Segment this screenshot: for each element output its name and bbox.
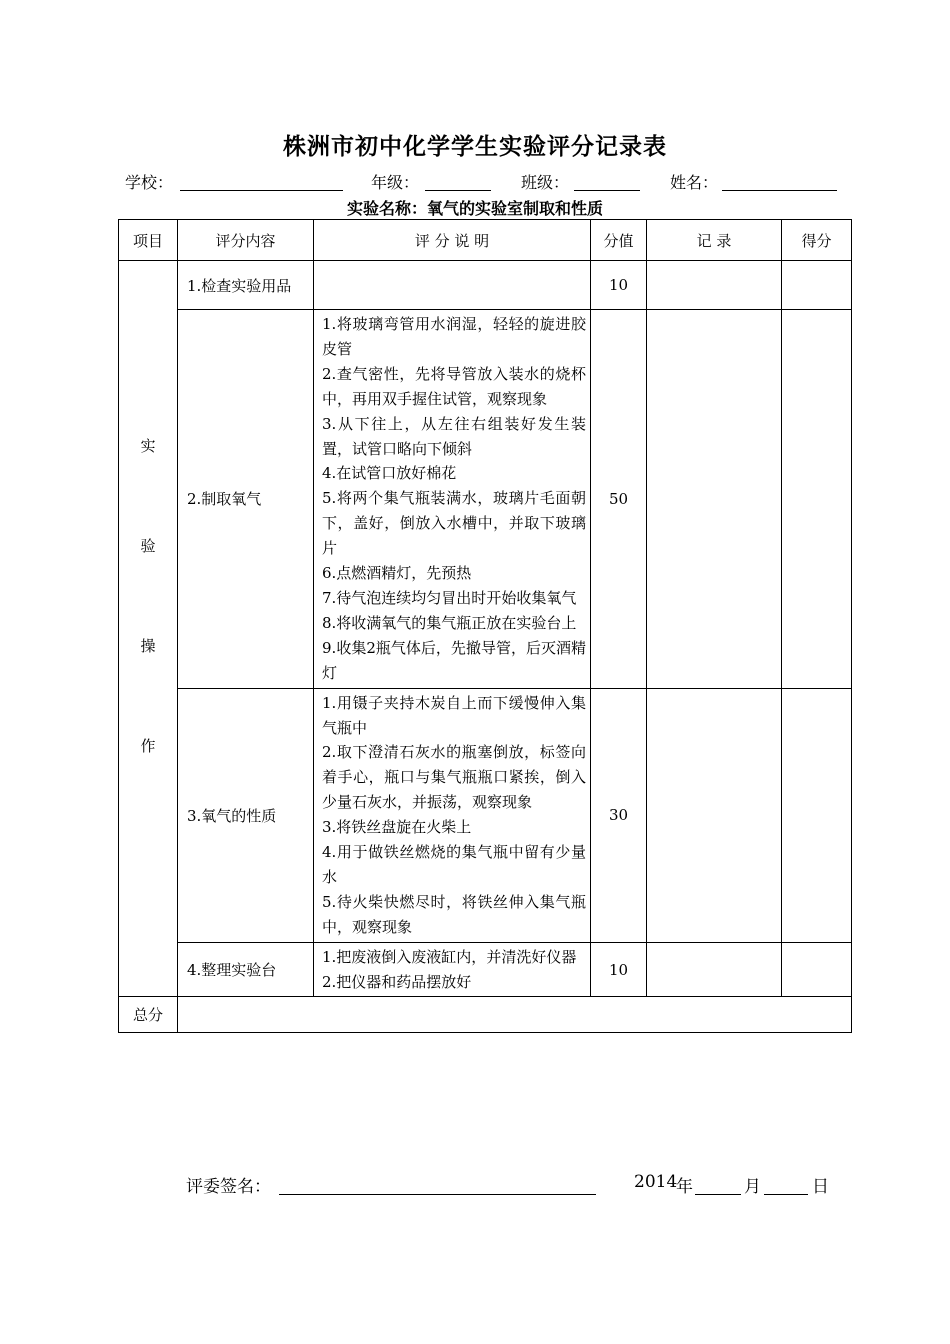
description-line: 1.用镊子夹持木炭自上而下缓慢伸入集气瓶中 (322, 693, 586, 737)
total-row (119, 997, 852, 1033)
content-cell: 3.氧气的性质 (178, 688, 314, 942)
score-cell[interactable] (782, 942, 852, 997)
student-info (125, 170, 845, 192)
description-line: 9.收集2瓶气体后，先撤导管，后灭酒精灯 (322, 638, 586, 682)
description-line: 5.将两个集气瓶装满水，玻璃片毛面朝下，盖好，倒放入水槽中，并取下玻璃片 (322, 489, 586, 558)
description-cell (314, 688, 591, 942)
description-line: 2.把仪器和药品摆放好 (322, 972, 472, 991)
class-label: 班级： (521, 173, 570, 192)
description-line: 8.将收满氧气的集气瓶正放在实验台上 (322, 613, 577, 632)
description-line: 3.将铁丝盘旋在火柴上 (322, 818, 472, 837)
month-field[interactable] (695, 1194, 741, 1195)
date-year: 2014 (634, 1172, 678, 1192)
content-cell: 4.整理实验台 (178, 942, 314, 997)
points-cell: 10 (591, 942, 647, 997)
signature-area (186, 1172, 836, 1198)
month-suffix: 月 (744, 1177, 761, 1197)
grade-field[interactable] (425, 190, 491, 191)
judge-signature-label: 评委签名： (186, 1177, 271, 1197)
day-suffix: 日 (812, 1177, 829, 1197)
table-row (119, 688, 852, 942)
judge-signature-field[interactable] (279, 1194, 596, 1195)
points-cell: 30 (591, 688, 647, 942)
header-score: 得分 (782, 220, 852, 261)
category-char: 验 (140, 536, 156, 555)
name-field[interactable] (722, 190, 837, 191)
header-project: 项目 (119, 220, 178, 261)
content-cell: 2.制取氧气 (178, 310, 314, 689)
description-line: 4.用于做铁丝燃烧的集气瓶中留有少量水 (322, 843, 586, 886)
name-label: 姓名： (670, 173, 719, 192)
header-description: 评 分 说 明 (314, 220, 591, 261)
class-field[interactable] (574, 190, 640, 191)
category-char: 作 (140, 736, 156, 755)
score-cell[interactable] (782, 261, 852, 310)
content-cell: 1.检查实验用品 (178, 261, 314, 310)
description-line: 5.待火柴快燃尽时，将铁丝伸入集气瓶中，观察现象 (322, 892, 586, 936)
description-line: 2.取下澄清石灰水的瓶塞倒放，标签向着手心，瓶口与集气瓶瓶口紧挨，倒入少量石灰水，并振荡，观察现象 (322, 743, 586, 812)
table-row (119, 310, 852, 689)
score-cell[interactable] (782, 688, 852, 942)
experiment-name: 实验名称：氧气的实验室制取和性质 (346, 199, 603, 218)
description-line: 2.查气密性，先将导管放入装水的烧杯中，再用双手握住试管，观察现象 (322, 364, 586, 408)
school-label: 学校： (125, 173, 174, 192)
description-line: 4.在试管口放好棉花 (322, 464, 457, 483)
header-content: 评分内容 (178, 220, 314, 261)
total-label: 总分 (119, 997, 178, 1033)
points-cell: 10 (591, 261, 647, 310)
points-cell: 50 (591, 310, 647, 689)
description-cell (314, 942, 591, 997)
grade-label: 年级： (371, 173, 420, 192)
description-line: 7.待气泡连续均匀冒出时开始收集氧气 (322, 588, 577, 607)
score-cell[interactable] (782, 310, 852, 689)
category-char: 实 (140, 436, 156, 455)
description-cell (314, 261, 591, 310)
scoring-table (118, 219, 852, 1033)
table-row (119, 942, 852, 997)
record-cell[interactable] (647, 261, 782, 310)
header-record: 记 录 (647, 220, 782, 261)
description-line: 1.将玻璃弯管用水润湿，轻轻的旋进胶皮管 (322, 315, 586, 358)
header-row (119, 220, 852, 261)
school-field[interactable] (180, 190, 343, 191)
category-cell (119, 261, 178, 997)
page-title: 株洲市初中化学学生实验评分记录表 (283, 133, 667, 160)
year-suffix: 年 (676, 1177, 693, 1197)
header-points: 分值 (591, 220, 647, 261)
day-field[interactable] (764, 1194, 808, 1195)
description-line: 3.从下往上，从左往右组装好发生装置，试管口略向下倾斜 (322, 414, 586, 458)
description-line: 6.点燃酒精灯，先预热 (322, 564, 472, 583)
description-cell (314, 310, 591, 689)
record-cell[interactable] (647, 310, 782, 689)
table-row (119, 261, 852, 310)
record-cell[interactable] (647, 942, 782, 997)
description-line: 1.把废液倒入废液缸内，并清洗好仪器 (322, 947, 577, 966)
category-char: 操 (140, 636, 156, 655)
record-cell[interactable] (647, 688, 782, 942)
total-value-cell[interactable] (178, 997, 852, 1033)
